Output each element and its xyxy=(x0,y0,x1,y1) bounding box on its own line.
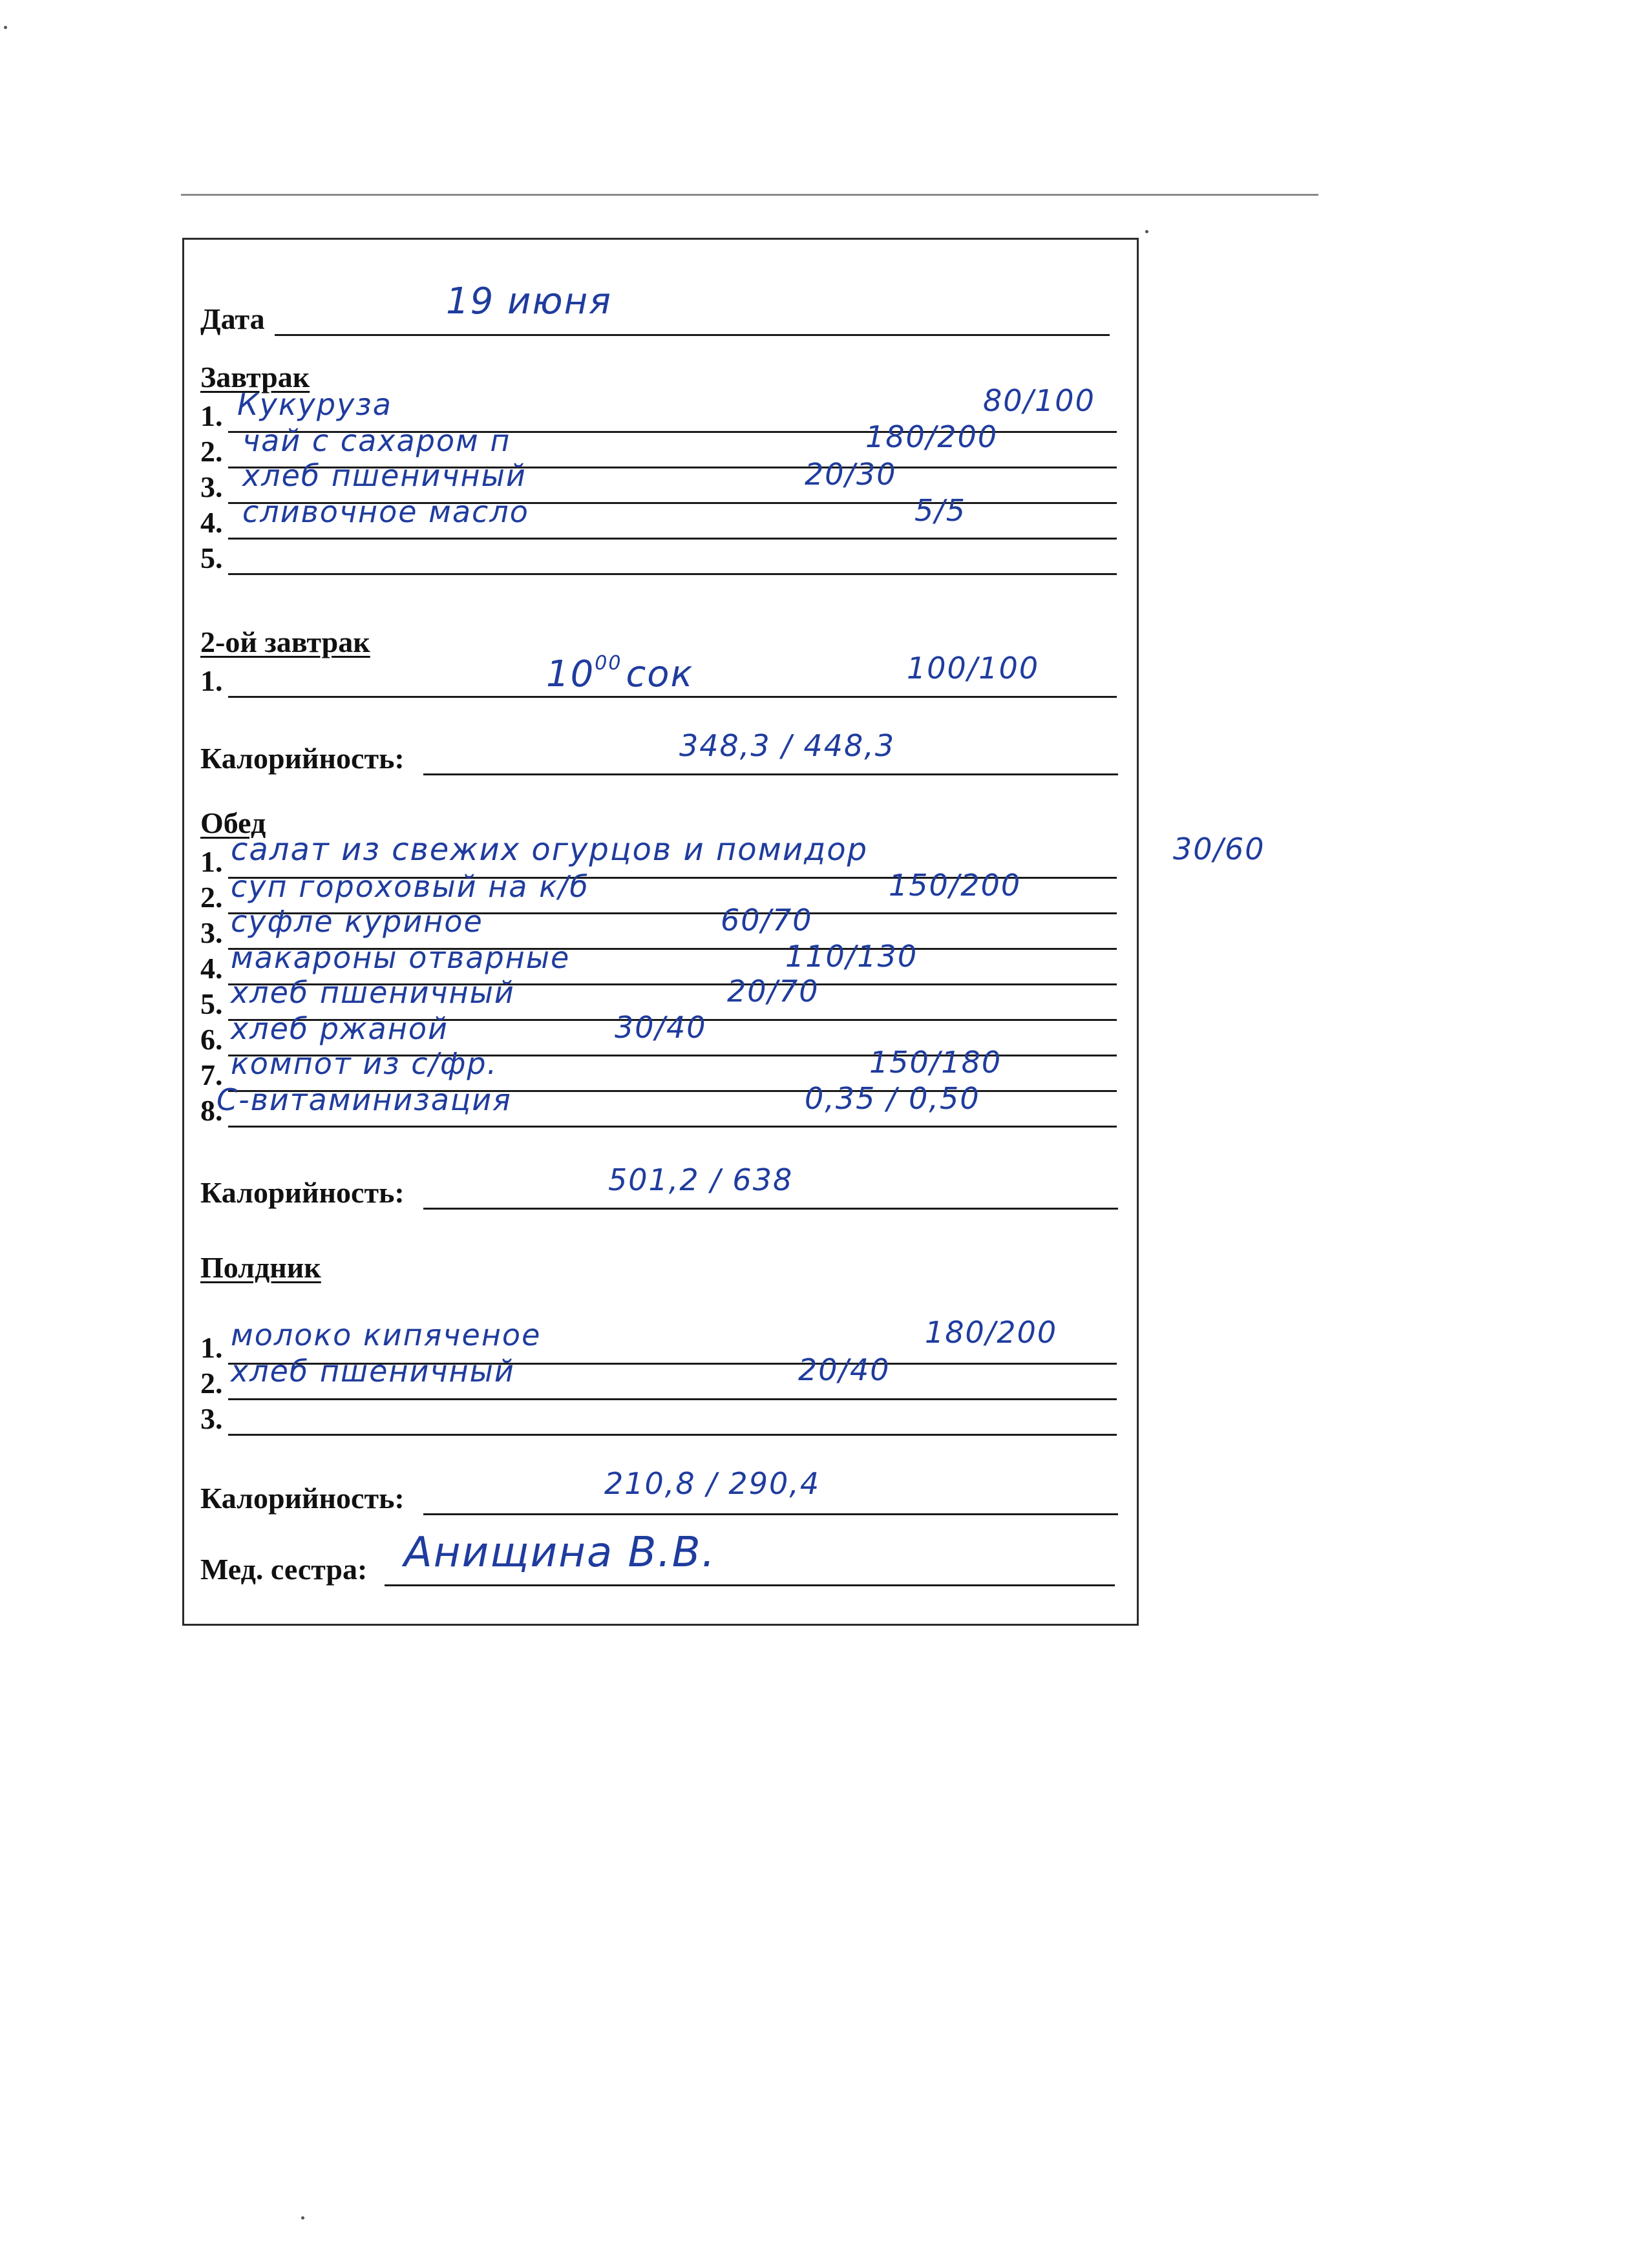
breakfast-item-1-name: Кукуруза xyxy=(237,387,392,422)
date-label: Дата xyxy=(200,302,265,335)
lunch-item-6-name: хлеб ржаной xyxy=(231,1011,449,1046)
second-breakfast-item-1-portion: 100/100 xyxy=(907,651,1040,686)
lunch-item-4-name: макароны отварные xyxy=(231,940,571,975)
calories-2-line xyxy=(423,1208,1118,1210)
second-breakfast-item-1-line xyxy=(228,696,1117,698)
lunch-item-2-portion: 150/200 xyxy=(889,868,1022,903)
snack-item-1-name: молоко кипяченое xyxy=(231,1318,542,1352)
calories-3-label: Калорийность: xyxy=(200,1482,405,1515)
breakfast-item-4-num: 4. xyxy=(200,506,223,539)
scan-speck xyxy=(1145,230,1148,233)
breakfast-item-5-line xyxy=(228,573,1117,575)
calories-2-label: Калорийность: xyxy=(200,1176,405,1209)
second-breakfast-title: 2-ой завтрак xyxy=(200,625,370,658)
snack-item-2-num: 2. xyxy=(200,1367,223,1400)
lunch-item-5-portion: 20/70 xyxy=(727,974,819,1009)
breakfast-item-2-portion: 180/200 xyxy=(865,419,998,454)
calories-3-value: 210,8 / 290,4 xyxy=(604,1466,821,1501)
second-breakfast-item-1-name: сок xyxy=(626,653,694,695)
scan-speck xyxy=(4,26,7,29)
lunch-item-1-portion: 30/60 xyxy=(1173,832,1265,866)
breakfast-item-1-portion: 80/100 xyxy=(983,383,1095,418)
snack-item-1-num: 1. xyxy=(200,1331,223,1364)
lunch-item-6-portion: 30/40 xyxy=(615,1010,707,1045)
snack-item-2-portion: 20/40 xyxy=(798,1352,891,1387)
lunch-item-7-num: 7. xyxy=(200,1058,223,1091)
lunch-item-2-num: 2. xyxy=(200,881,223,914)
lunch-item-3-num: 3. xyxy=(200,916,223,949)
lunch-item-8-name: С-витаминизация xyxy=(217,1082,512,1117)
breakfast-item-1-num: 1. xyxy=(200,399,223,432)
breakfast-title: Завтрак xyxy=(200,361,310,394)
lunch-item-8-num: 8. xyxy=(200,1094,223,1127)
nurse-line xyxy=(385,1584,1115,1586)
calories-3-line xyxy=(423,1513,1118,1515)
calories-2-value: 501,2 / 638 xyxy=(608,1162,794,1197)
lunch-title: Обед xyxy=(200,806,266,839)
scan-speck xyxy=(301,2216,304,2220)
lunch-item-5-name: хлеб пшеничный xyxy=(231,975,515,1010)
lunch-item-2-name: суп гороховый на к/б xyxy=(231,869,589,904)
breakfast-item-4-line xyxy=(228,538,1117,540)
breakfast-item-3-name: хлеб пшеничный xyxy=(242,458,527,493)
breakfast-item-4-portion: 5/5 xyxy=(914,493,967,528)
snack-item-1-portion: 180/200 xyxy=(925,1315,1058,1350)
breakfast-item-2-num: 2. xyxy=(200,435,223,468)
lunch-item-4-num: 4. xyxy=(200,952,223,985)
lunch-item-3-portion: 60/70 xyxy=(721,903,813,938)
snack-title: Полдник xyxy=(200,1251,321,1284)
diet-card xyxy=(182,238,1265,1626)
breakfast-item-4-name: сливочное масло xyxy=(242,494,529,529)
hour: 10 xyxy=(546,653,595,695)
snack-item-2-name: хлеб пшеничный xyxy=(231,1354,515,1389)
date-line xyxy=(275,334,1110,336)
lunch-item-1-name: салат из свежих огурцов и помидор xyxy=(231,832,869,868)
calories-1-value: 348,3 / 448,3 xyxy=(679,728,896,763)
second-breakfast-item-1-time xyxy=(546,652,694,695)
nurse-signature: Анищина В.В. xyxy=(404,1529,716,1577)
hour-sup: 00 xyxy=(595,652,622,675)
lunch-item-5-num: 5. xyxy=(200,987,223,1020)
breakfast-item-3-portion: 20/30 xyxy=(805,457,897,492)
calories-1-label: Калорийность: xyxy=(200,742,405,775)
lunch-item-4-portion: 110/130 xyxy=(785,939,918,974)
snack-item-3-line xyxy=(228,1434,1117,1436)
calories-1-line xyxy=(423,773,1118,775)
lunch-item-6-num: 6. xyxy=(200,1023,223,1056)
lunch-item-7-portion: 150/180 xyxy=(869,1045,1002,1080)
lunch-item-8-line xyxy=(228,1126,1117,1128)
breakfast-item-5-num: 5. xyxy=(200,541,223,574)
lunch-item-8-portion: 0,35 / 0,50 xyxy=(805,1081,980,1116)
snack-item-2-line xyxy=(228,1398,1117,1400)
breakfast-item-2-name: чай с сахаром п xyxy=(242,423,511,458)
lunch-item-7-name: компот из с/фр. xyxy=(231,1046,498,1081)
top-rule xyxy=(181,194,1318,196)
second-breakfast-item-1-num: 1. xyxy=(200,664,223,697)
nurse-label: Мед. сестра: xyxy=(200,1553,368,1586)
date-value: 19 июня xyxy=(446,280,612,322)
lunch-item-3-name: суфле куриное xyxy=(231,904,483,939)
snack-item-3-num: 3. xyxy=(200,1402,223,1435)
breakfast-item-3-num: 3. xyxy=(200,470,223,503)
lunch-item-1-num: 1. xyxy=(200,845,223,878)
